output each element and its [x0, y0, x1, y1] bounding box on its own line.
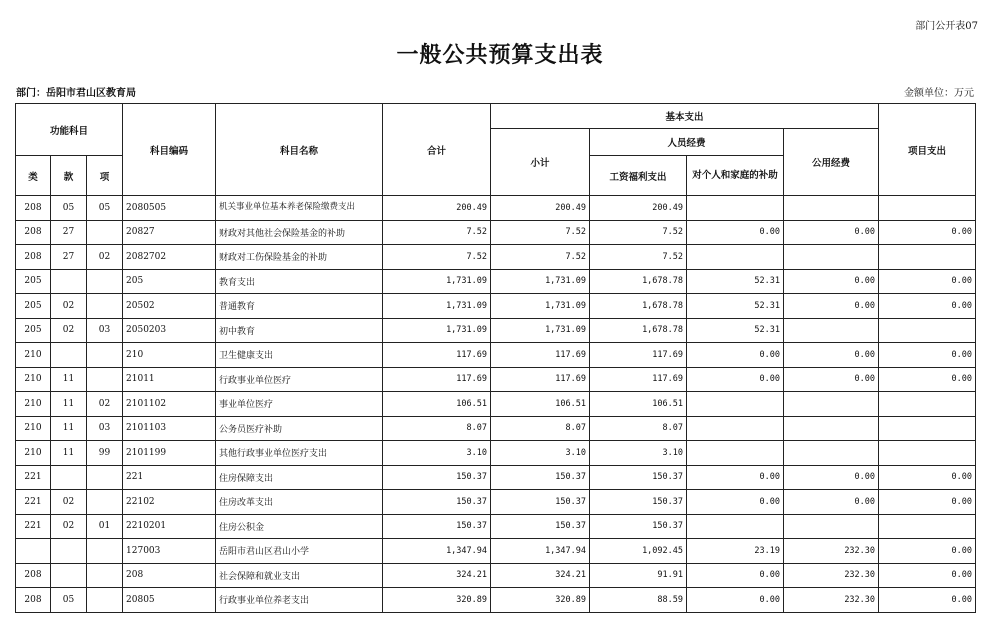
cell-total: 150.37: [383, 514, 491, 539]
cell-salary: 150.37: [590, 465, 687, 490]
cell-xiang: [87, 539, 123, 564]
cell-lei: 221: [16, 490, 51, 515]
cell-code: 21011: [123, 367, 216, 392]
cell-code: 2101103: [123, 416, 216, 441]
cell-total: 200.49: [383, 196, 491, 221]
cell-public: 0.00: [784, 490, 879, 515]
cell-name: 其他行政事业单位医疗支出: [216, 441, 383, 466]
cell-code: 22102: [123, 490, 216, 515]
cell-name: 社会保障和就业支出: [216, 563, 383, 588]
cell-public: 0.00: [784, 465, 879, 490]
cell-individual: 0.00: [687, 563, 784, 588]
cell-public: [784, 392, 879, 417]
header-code: 科目编码: [123, 104, 216, 196]
cell-lei: 210: [16, 416, 51, 441]
cell-total: 150.37: [383, 490, 491, 515]
cell-subtotal: 324.21: [491, 563, 590, 588]
cell-individual: 52.31: [687, 269, 784, 294]
cell-project: 0.00: [879, 563, 976, 588]
cell-public: [784, 318, 879, 343]
cell-code: 2210201: [123, 514, 216, 539]
cell-total: 324.21: [383, 563, 491, 588]
cell-xiang: [87, 563, 123, 588]
cell-name: 普通教育: [216, 294, 383, 319]
cell-total: 7.52: [383, 245, 491, 270]
cell-lei: 205: [16, 269, 51, 294]
table-row: [16, 490, 976, 515]
cell-name: 岳阳市君山区君山小学: [216, 539, 383, 564]
cell-code: 2101102: [123, 392, 216, 417]
cell-public: [784, 416, 879, 441]
cell-public: 0.00: [784, 367, 879, 392]
cell-salary: 150.37: [590, 514, 687, 539]
cell-individual: [687, 392, 784, 417]
table-row: [16, 416, 976, 441]
cell-code: 20502: [123, 294, 216, 319]
cell-lei: 205: [16, 294, 51, 319]
cell-salary: 3.10: [590, 441, 687, 466]
cell-kuan: 02: [51, 318, 87, 343]
cell-kuan: 05: [51, 196, 87, 221]
cell-total: 1,731.09: [383, 269, 491, 294]
cell-name: 教育支出: [216, 269, 383, 294]
cell-total: 7.52: [383, 220, 491, 245]
cell-individual: [687, 514, 784, 539]
cell-public: 0.00: [784, 343, 879, 368]
cell-xiang: [87, 588, 123, 613]
table-row: [16, 539, 976, 564]
cell-salary: 1,092.45: [590, 539, 687, 564]
cell-kuan: [51, 343, 87, 368]
table-row: [16, 220, 976, 245]
cell-individual: 0.00: [687, 220, 784, 245]
cell-lei: [16, 539, 51, 564]
cell-total: 117.69: [383, 343, 491, 368]
cell-project: [879, 318, 976, 343]
table-row: [16, 318, 976, 343]
cell-total: 1,347.94: [383, 539, 491, 564]
table-header: [16, 104, 976, 196]
cell-individual: [687, 416, 784, 441]
form-number: 部门公开表07: [915, 21, 978, 32]
header-basic: 基本支出: [491, 104, 879, 129]
cell-kuan: [51, 269, 87, 294]
header-kuan: 款: [51, 156, 87, 196]
cell-salary: 1,678.78: [590, 294, 687, 319]
cell-code: 20827: [123, 220, 216, 245]
cell-individual: 0.00: [687, 367, 784, 392]
cell-project: 0.00: [879, 269, 976, 294]
table-row: [16, 245, 976, 270]
header-func-subject: 功能科目: [16, 104, 123, 156]
cell-project: [879, 392, 976, 417]
cell-code: 2082702: [123, 245, 216, 270]
header-lei: 类: [16, 156, 51, 196]
cell-salary: 91.91: [590, 563, 687, 588]
amount-unit-label: 金额单位：万元: [904, 88, 974, 99]
cell-code: 210: [123, 343, 216, 368]
cell-kuan: 05: [51, 588, 87, 613]
cell-project: 0.00: [879, 588, 976, 613]
cell-xiang: 99: [87, 441, 123, 466]
cell-salary: 7.52: [590, 245, 687, 270]
cell-xiang: [87, 490, 123, 515]
cell-name: 卫生健康支出: [216, 343, 383, 368]
cell-name: 行政事业单位医疗: [216, 367, 383, 392]
cell-public: 232.30: [784, 563, 879, 588]
cell-subtotal: 117.69: [491, 367, 590, 392]
cell-name: 财政对工伤保险基金的补助: [216, 245, 383, 270]
cell-individual: 0.00: [687, 465, 784, 490]
cell-code: 127003: [123, 539, 216, 564]
table-row: [16, 343, 976, 368]
cell-name: 公务员医疗补助: [216, 416, 383, 441]
cell-name: 初中教育: [216, 318, 383, 343]
cell-xiang: [87, 343, 123, 368]
cell-xiang: 01: [87, 514, 123, 539]
table-row: [16, 441, 976, 466]
cell-subtotal: 106.51: [491, 392, 590, 417]
cell-kuan: 11: [51, 441, 87, 466]
cell-public: 232.30: [784, 539, 879, 564]
table-row: [16, 196, 976, 221]
cell-project: [879, 441, 976, 466]
cell-lei: 210: [16, 367, 51, 392]
cell-kuan: 27: [51, 245, 87, 270]
cell-kuan: [51, 563, 87, 588]
cell-subtotal: 8.07: [491, 416, 590, 441]
cell-lei: 221: [16, 514, 51, 539]
cell-lei: 208: [16, 220, 51, 245]
cell-kuan: 02: [51, 514, 87, 539]
cell-kuan: 11: [51, 416, 87, 441]
cell-subtotal: 200.49: [491, 196, 590, 221]
cell-kuan: 11: [51, 392, 87, 417]
cell-lei: 208: [16, 196, 51, 221]
cell-lei: 221: [16, 465, 51, 490]
cell-xiang: 03: [87, 416, 123, 441]
cell-salary: 117.69: [590, 343, 687, 368]
cell-total: 320.89: [383, 588, 491, 613]
cell-kuan: 11: [51, 367, 87, 392]
cell-salary: 88.59: [590, 588, 687, 613]
cell-project: 0.00: [879, 490, 976, 515]
cell-total: 1,731.09: [383, 294, 491, 319]
cell-individual: 0.00: [687, 588, 784, 613]
cell-code: 2101199: [123, 441, 216, 466]
cell-salary: 200.49: [590, 196, 687, 221]
cell-lei: 210: [16, 441, 51, 466]
cell-subtotal: 1,731.09: [491, 318, 590, 343]
table-row: [16, 563, 976, 588]
cell-individual: 52.31: [687, 318, 784, 343]
cell-individual: 0.00: [687, 343, 784, 368]
table-row: [16, 514, 976, 539]
cell-code: 221: [123, 465, 216, 490]
cell-project: 0.00: [879, 367, 976, 392]
cell-subtotal: 1,731.09: [491, 294, 590, 319]
cell-name: 住房改革支出: [216, 490, 383, 515]
cell-salary: 7.52: [590, 220, 687, 245]
cell-salary: 1,678.78: [590, 269, 687, 294]
cell-salary: 150.37: [590, 490, 687, 515]
cell-public: 232.30: [784, 588, 879, 613]
cell-subtotal: 1,347.94: [491, 539, 590, 564]
cell-name: 行政事业单位养老支出: [216, 588, 383, 613]
header-individual: 对个人和家庭的补助: [687, 156, 784, 196]
cell-subtotal: 7.52: [491, 220, 590, 245]
cell-xiang: 03: [87, 318, 123, 343]
cell-public: 0.00: [784, 269, 879, 294]
cell-individual: [687, 441, 784, 466]
cell-total: 106.51: [383, 392, 491, 417]
table-row: [16, 392, 976, 417]
cell-project: [879, 514, 976, 539]
cell-kuan: 27: [51, 220, 87, 245]
cell-subtotal: 150.37: [491, 490, 590, 515]
cell-public: [784, 441, 879, 466]
cell-project: [879, 245, 976, 270]
cell-xiang: 02: [87, 392, 123, 417]
cell-subtotal: 150.37: [491, 514, 590, 539]
budget-table: [15, 103, 976, 613]
cell-kuan: 02: [51, 490, 87, 515]
cell-public: [784, 514, 879, 539]
table-row: [16, 269, 976, 294]
cell-code: 2080505: [123, 196, 216, 221]
cell-code: 2050203: [123, 318, 216, 343]
cell-public: [784, 196, 879, 221]
cell-individual: 23.19: [687, 539, 784, 564]
cell-subtotal: 117.69: [491, 343, 590, 368]
cell-subtotal: 320.89: [491, 588, 590, 613]
cell-project: 0.00: [879, 465, 976, 490]
cell-project: 0.00: [879, 343, 976, 368]
cell-xiang: [87, 220, 123, 245]
table-row: [16, 465, 976, 490]
cell-individual: 0.00: [687, 490, 784, 515]
cell-lei: 205: [16, 318, 51, 343]
cell-subtotal: 150.37: [491, 465, 590, 490]
cell-lei: 210: [16, 343, 51, 368]
department-label: 部门：岳阳市君山区教育局: [16, 88, 136, 99]
header-salary: 工资福利支出: [590, 156, 687, 196]
cell-individual: 52.31: [687, 294, 784, 319]
cell-project: 0.00: [879, 220, 976, 245]
cell-xiang: [87, 269, 123, 294]
header-public: 公用经费: [784, 129, 879, 196]
cell-individual: [687, 196, 784, 221]
header-personnel: 人员经费: [590, 129, 784, 156]
header-name: 科目名称: [216, 104, 383, 196]
cell-name: 机关事业单位基本养老保险缴费支出: [216, 196, 383, 221]
cell-lei: 208: [16, 588, 51, 613]
cell-subtotal: 7.52: [491, 245, 590, 270]
cell-salary: 106.51: [590, 392, 687, 417]
cell-salary: 8.07: [590, 416, 687, 441]
header-xiang: 项: [87, 156, 123, 196]
cell-code: 208: [123, 563, 216, 588]
cell-salary: 117.69: [590, 367, 687, 392]
cell-kuan: [51, 465, 87, 490]
cell-project: 0.00: [879, 539, 976, 564]
cell-public: 0.00: [784, 294, 879, 319]
cell-subtotal: 3.10: [491, 441, 590, 466]
cell-xiang: [87, 367, 123, 392]
cell-project: [879, 196, 976, 221]
cell-xiang: 02: [87, 245, 123, 270]
cell-code: 205: [123, 269, 216, 294]
cell-public: [784, 245, 879, 270]
cell-xiang: 05: [87, 196, 123, 221]
table-row: [16, 294, 976, 319]
header-total: 合计: [383, 104, 491, 196]
cell-total: 117.69: [383, 367, 491, 392]
cell-kuan: 02: [51, 294, 87, 319]
cell-salary: 1,678.78: [590, 318, 687, 343]
cell-subtotal: 1,731.09: [491, 269, 590, 294]
cell-name: 住房公积金: [216, 514, 383, 539]
table-body: [16, 196, 976, 613]
cell-total: 150.37: [383, 465, 491, 490]
cell-lei: 208: [16, 245, 51, 270]
cell-code: 20805: [123, 588, 216, 613]
cell-xiang: [87, 294, 123, 319]
cell-name: 事业单位医疗: [216, 392, 383, 417]
header-project: 项目支出: [879, 104, 976, 196]
cell-project: [879, 416, 976, 441]
cell-lei: 210: [16, 392, 51, 417]
cell-individual: [687, 245, 784, 270]
table-row: [16, 367, 976, 392]
cell-lei: 208: [16, 563, 51, 588]
cell-total: 1,731.09: [383, 318, 491, 343]
cell-name: 住房保障支出: [216, 465, 383, 490]
cell-xiang: [87, 465, 123, 490]
cell-name: 财政对其他社会保险基金的补助: [216, 220, 383, 245]
table-row: [16, 588, 976, 613]
cell-total: 8.07: [383, 416, 491, 441]
cell-kuan: [51, 539, 87, 564]
page-title: 一般公共预算支出表: [396, 43, 604, 68]
header-subtotal: 小计: [491, 129, 590, 196]
cell-public: 0.00: [784, 220, 879, 245]
cell-project: 0.00: [879, 294, 976, 319]
cell-total: 3.10: [383, 441, 491, 466]
